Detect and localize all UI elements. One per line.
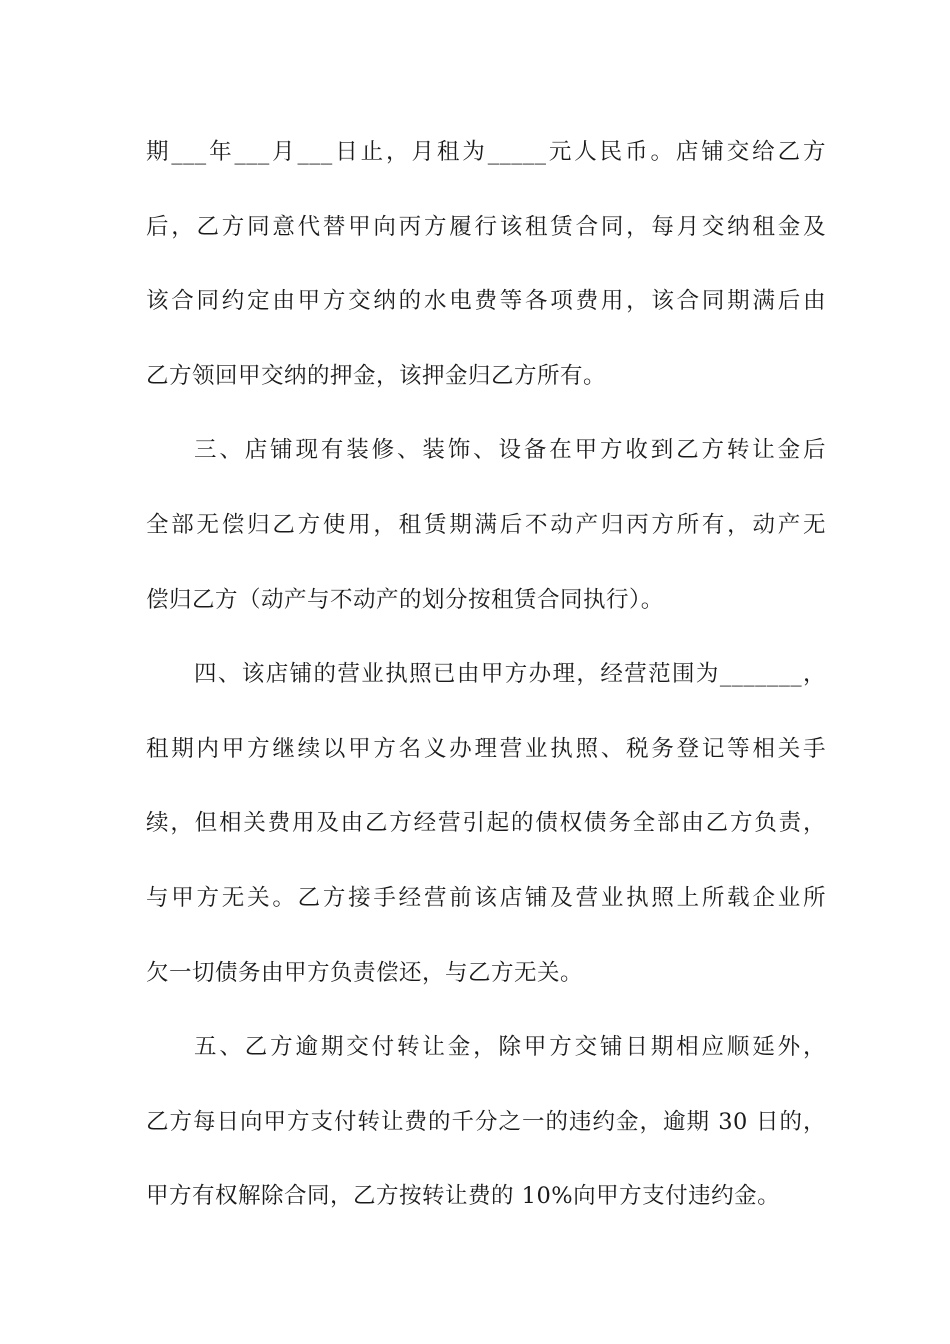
text-line: 租期内甲方继续以甲方名义办理营业执照、税务登记等相关手 <box>146 735 826 762</box>
text-line: 甲方有权解除合同，乙方按转让费的 10%向甲方支付违约金。 <box>146 1183 781 1210</box>
text-line: 四、该店铺的营业执照已由甲方办理，经营范围为_______， <box>194 661 826 688</box>
text-line: 全部无偿归乙方使用，租赁期满后不动产归丙方所有，动产无 <box>146 511 826 538</box>
text-line: 后，乙方同意代替甲向丙方履行该租赁合同，每月交纳租金及 <box>146 213 826 240</box>
text-line: 偿归乙方（动产与不动产的划分按租赁合同执行）。 <box>146 586 664 613</box>
text-line: 三、店铺现有装修、装饰、设备在甲方收到乙方转让金后 <box>194 437 826 464</box>
text-line: 五、乙方逾期交付转让金，除甲方交铺日期相应顺延外， <box>194 1034 826 1061</box>
text-line: 续，但相关费用及由乙方经营引起的债权债务全部由乙方负责， <box>146 810 826 837</box>
document-body <box>146 128 826 1247</box>
text-line: 乙方每日向甲方支付转让费的千分之一的违约金，逾期 30 日的， <box>146 1108 826 1135</box>
text-line: 与甲方无关。乙方接手经营前该店铺及营业执照上所载企业所 <box>146 884 826 911</box>
text-line: 期___年___月___日止，月租为_____元人民币。店铺交给乙方 <box>146 139 826 165</box>
text-line: 该合同约定由甲方交纳的水电费等各项费用，该合同期满后由 <box>146 288 826 315</box>
text-line: 乙方领回甲交纳的押金，该押金归乙方所有。 <box>146 362 607 389</box>
text-line: 欠一切债务由甲方负责偿还，与乙方无关。 <box>146 959 584 986</box>
